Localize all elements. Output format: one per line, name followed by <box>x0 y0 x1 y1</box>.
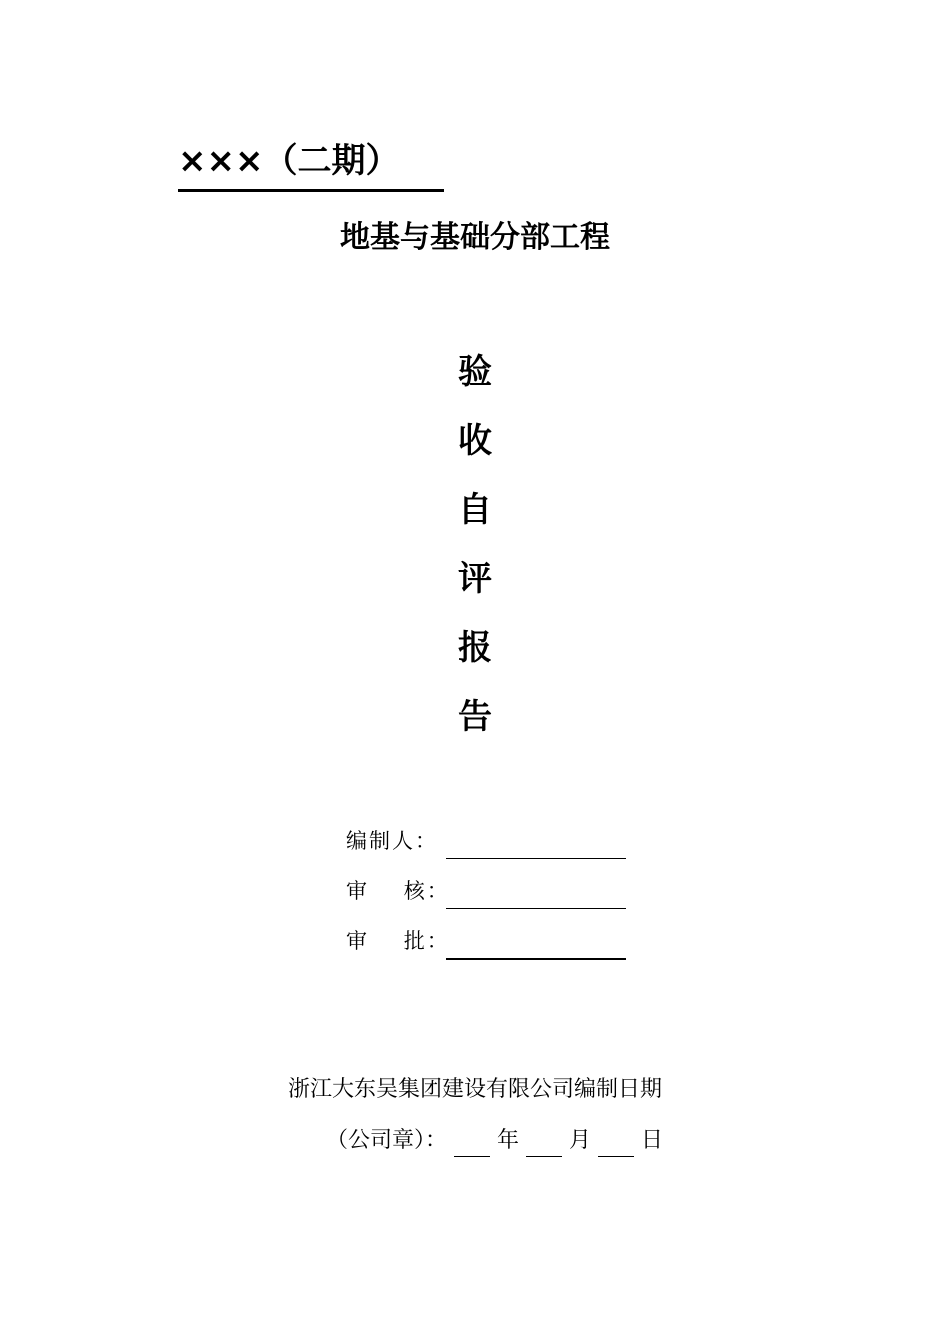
vertical-title-char: 收 <box>458 421 492 461</box>
vertical-title-char: 告 <box>458 697 492 737</box>
project-title: ×××（二期） <box>178 138 444 192</box>
signature-block <box>346 822 636 972</box>
compiler-label: 编制人： <box>346 829 438 853</box>
vertical-report-title <box>445 345 505 759</box>
reviewer-signature-line <box>446 908 626 909</box>
approver-signature-line <box>446 958 626 960</box>
day-blank <box>598 1124 634 1157</box>
section-title: 地基与基础分部工程 <box>340 220 610 255</box>
month-label: 月 <box>569 1128 592 1153</box>
reviewer-row <box>346 872 636 922</box>
compiler-signature-line <box>446 858 626 859</box>
vertical-title-char: 评 <box>458 559 492 599</box>
vertical-title-char: 验 <box>458 352 492 392</box>
reviewer-label: 审 核： <box>346 879 450 903</box>
year-label: 年 <box>497 1128 520 1153</box>
month-blank <box>526 1124 562 1157</box>
company-line: 浙江大东吴集团建设有限公司编制日期 <box>287 1077 662 1102</box>
day-label: 日 <box>641 1128 664 1153</box>
compiler-row <box>346 822 636 872</box>
seal-label: （公司章）： <box>326 1128 448 1153</box>
approver-label: 审 批： <box>346 929 450 953</box>
year-blank <box>454 1124 490 1157</box>
vertical-title-char: 自 <box>458 490 492 530</box>
seal-date-row <box>326 1124 663 1160</box>
vertical-title-char: 报 <box>458 628 492 668</box>
approver-row <box>346 922 636 972</box>
